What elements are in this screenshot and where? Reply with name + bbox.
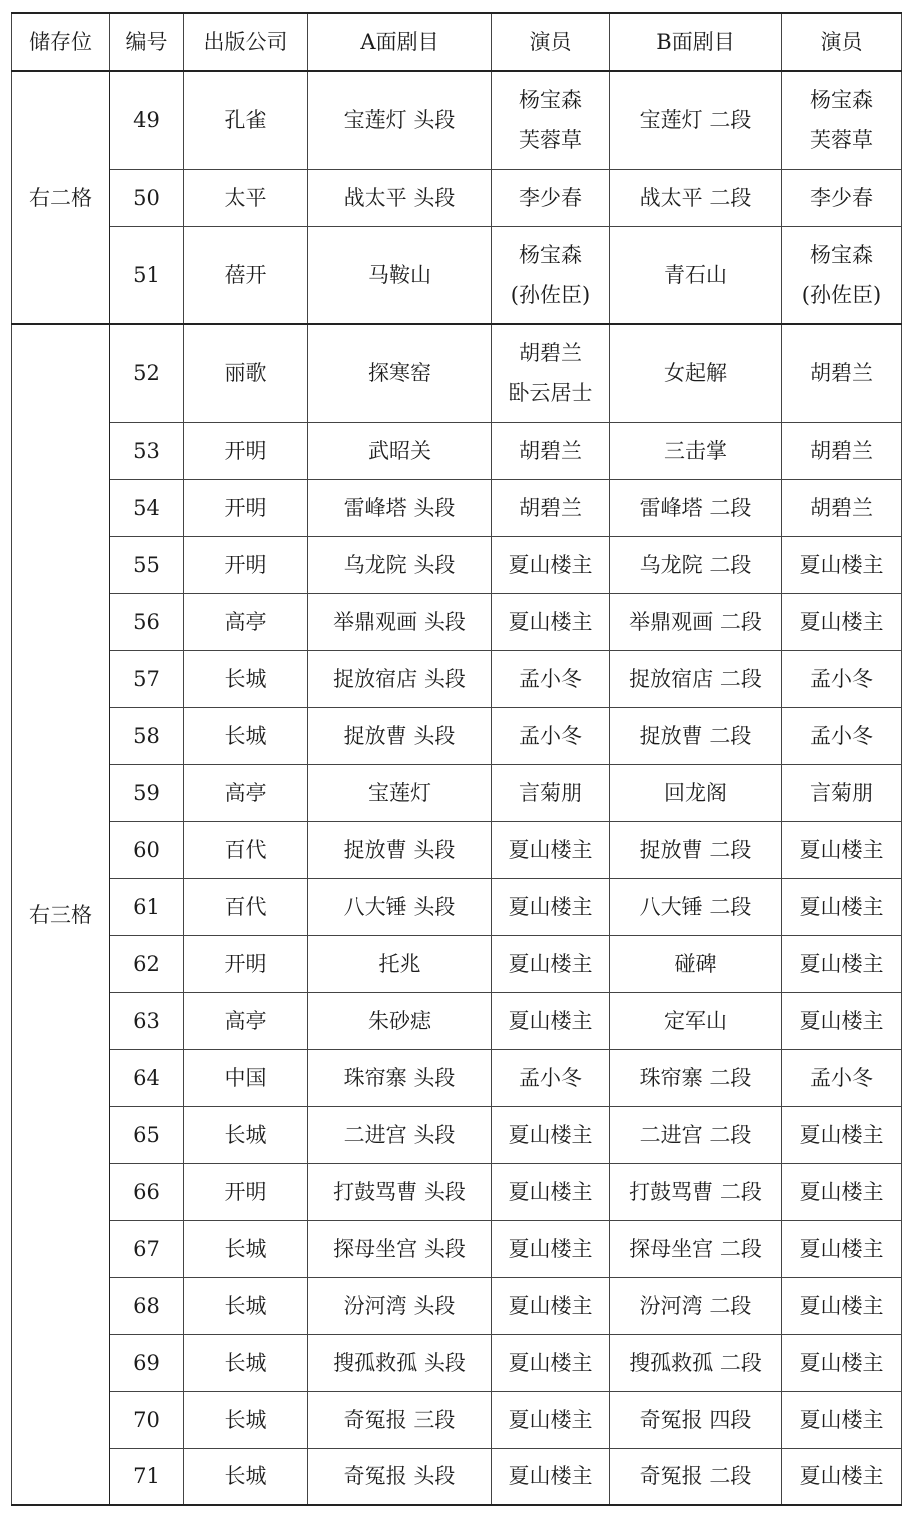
a-side-performers-cell <box>492 536 610 593</box>
header-row <box>12 13 902 71</box>
performer-name: 杨宝森 <box>519 242 582 267</box>
b-side-title-cell: 宝莲灯 二段 <box>610 71 782 169</box>
publisher-cell: 开明 <box>184 536 308 593</box>
b-side-performers-cell <box>782 1049 902 1106</box>
b-side-title-cell: 打鼓骂曹 二段 <box>610 1163 782 1220</box>
performer-name: (孙佐臣) <box>801 282 882 307</box>
performer-name: 杨宝森 <box>519 88 582 113</box>
record-number-cell: 65 <box>110 1106 184 1163</box>
b-side-performers-cell <box>782 1163 902 1220</box>
publisher-cell: 长城 <box>184 1277 308 1334</box>
b-side-performers-cell <box>782 324 902 422</box>
record-number-cell: 50 <box>110 169 184 226</box>
a-side-performers-cell <box>492 1049 610 1106</box>
performer-name: 孟小冬 <box>519 666 582 691</box>
b-side-title-cell: 奇冤报 二段 <box>610 1448 782 1505</box>
b-side-performers-cell <box>782 593 902 650</box>
record-number-cell: 56 <box>110 593 184 650</box>
record-number-cell: 68 <box>110 1277 184 1334</box>
performer-name: 杨宝森 <box>810 242 873 267</box>
table-row <box>12 650 902 707</box>
b-side-title-cell: 碰碑 <box>610 935 782 992</box>
record-number-cell: 63 <box>110 992 184 1049</box>
table-row <box>12 1163 902 1220</box>
a-side-title-cell: 捉放宿店 头段 <box>308 650 492 707</box>
b-side-title-cell: 女起解 <box>610 324 782 422</box>
performer-name: 夏山楼主 <box>799 1008 884 1033</box>
publisher-cell: 开明 <box>184 935 308 992</box>
b-side-title-cell: 捉放宿店 二段 <box>610 650 782 707</box>
performer-name: 夏山楼主 <box>508 609 593 634</box>
performer-name: 孟小冬 <box>810 1065 873 1090</box>
performer-name: 夏山楼主 <box>508 1293 593 1318</box>
publisher-cell: 高亭 <box>184 764 308 821</box>
b-side-title-cell: 捉放曹 二段 <box>610 821 782 878</box>
performer-name: 胡碧兰 <box>519 438 582 463</box>
record-number-cell: 59 <box>110 764 184 821</box>
performer-name: 夏山楼主 <box>799 552 884 577</box>
performer-name: 卧云居士 <box>508 381 593 406</box>
record-number-cell: 58 <box>110 707 184 764</box>
record-number-cell: 62 <box>110 935 184 992</box>
a-side-performers-cell <box>492 992 610 1049</box>
performer-name: 夏山楼主 <box>508 1464 593 1489</box>
b-side-performers-cell <box>782 1448 902 1505</box>
table-body <box>12 71 902 1505</box>
table-row <box>12 1049 902 1106</box>
table-row <box>12 71 902 169</box>
a-side-title-cell: 朱砂痣 <box>308 992 492 1049</box>
performer-name: 夏山楼主 <box>799 1350 884 1375</box>
performer-name: 芙蓉草 <box>810 128 873 153</box>
a-side-performers-cell <box>492 1277 610 1334</box>
b-side-performers-cell <box>782 1220 902 1277</box>
performer-name: 夏山楼主 <box>799 1293 884 1318</box>
a-side-performers-cell <box>492 71 610 169</box>
a-side-title-cell: 捉放曹 头段 <box>308 821 492 878</box>
performer-name: 夏山楼主 <box>508 552 593 577</box>
b-side-performers-cell <box>782 536 902 593</box>
record-number-cell: 53 <box>110 422 184 479</box>
b-side-title-cell: 珠帘寨 二段 <box>610 1049 782 1106</box>
b-side-title-cell: 八大锤 二段 <box>610 878 782 935</box>
record-number-cell: 71 <box>110 1448 184 1505</box>
table-row <box>12 1277 902 1334</box>
performer-name: 孟小冬 <box>810 666 873 691</box>
table-row <box>12 479 902 536</box>
b-side-title-cell: 战太平 二段 <box>610 169 782 226</box>
publisher-cell: 百代 <box>184 878 308 935</box>
a-side-performers-cell <box>492 650 610 707</box>
b-side-performers-cell <box>782 821 902 878</box>
b-side-title-cell: 青石山 <box>610 226 782 324</box>
publisher-cell: 长城 <box>184 1391 308 1448</box>
performer-name: 胡碧兰 <box>519 495 582 520</box>
a-side-title-cell: 战太平 头段 <box>308 169 492 226</box>
b-side-performers-cell <box>782 878 902 935</box>
performer-name: 夏山楼主 <box>799 837 884 862</box>
performer-name: 夏山楼主 <box>508 1236 593 1261</box>
record-catalog-table <box>11 12 902 1506</box>
table-row <box>12 324 902 422</box>
header-a-side: A面剧目 <box>308 13 492 71</box>
table-row <box>12 1106 902 1163</box>
b-side-title-cell: 乌龙院 二段 <box>610 536 782 593</box>
performer-name: 芙蓉草 <box>519 128 582 153</box>
b-side-title-cell: 定军山 <box>610 992 782 1049</box>
performer-name: 夏山楼主 <box>508 1122 593 1147</box>
performer-name: 夏山楼主 <box>799 609 884 634</box>
a-side-title-cell: 奇冤报 头段 <box>308 1448 492 1505</box>
a-side-title-cell: 打鼓骂曹 头段 <box>308 1163 492 1220</box>
performer-name: 夏山楼主 <box>508 894 593 919</box>
a-side-performers-cell <box>492 821 610 878</box>
record-number-cell: 66 <box>110 1163 184 1220</box>
table-row <box>12 593 902 650</box>
performer-name: 夏山楼主 <box>799 1236 884 1261</box>
b-side-performers-cell <box>782 935 902 992</box>
publisher-cell: 孔雀 <box>184 71 308 169</box>
table-row <box>12 707 902 764</box>
b-side-title-cell: 探母坐宫 二段 <box>610 1220 782 1277</box>
table-row <box>12 1448 902 1505</box>
performer-name: 胡碧兰 <box>810 495 873 520</box>
a-side-title-cell: 宝莲灯 <box>308 764 492 821</box>
table-row <box>12 878 902 935</box>
a-side-performers-cell <box>492 764 610 821</box>
a-side-title-cell: 宝莲灯 头段 <box>308 71 492 169</box>
record-number-cell: 57 <box>110 650 184 707</box>
publisher-cell: 百代 <box>184 821 308 878</box>
storage-location-cell: 右二格 <box>12 71 110 324</box>
a-side-title-cell: 马鞍山 <box>308 226 492 324</box>
table-row <box>12 536 902 593</box>
a-side-title-cell: 探寒窑 <box>308 324 492 422</box>
publisher-cell: 高亭 <box>184 593 308 650</box>
record-number-cell: 60 <box>110 821 184 878</box>
a-side-title-cell: 搜孤救孤 头段 <box>308 1334 492 1391</box>
b-side-title-cell: 三击掌 <box>610 422 782 479</box>
a-side-performers-cell <box>492 1163 610 1220</box>
record-number-cell: 55 <box>110 536 184 593</box>
b-side-performers-cell <box>782 707 902 764</box>
publisher-cell: 太平 <box>184 169 308 226</box>
b-side-performers-cell <box>782 1334 902 1391</box>
a-side-title-cell: 探母坐宫 头段 <box>308 1220 492 1277</box>
performer-name: 夏山楼主 <box>508 837 593 862</box>
performer-name: 夏山楼主 <box>799 1122 884 1147</box>
record-number-cell: 51 <box>110 226 184 324</box>
performer-name: 夏山楼主 <box>799 1179 884 1204</box>
b-side-performers-cell <box>782 650 902 707</box>
table-row <box>12 1334 902 1391</box>
a-side-performers-cell <box>492 1391 610 1448</box>
publisher-cell: 长城 <box>184 1220 308 1277</box>
b-side-performers-cell <box>782 992 902 1049</box>
storage-location-cell: 右三格 <box>12 324 110 1505</box>
b-side-performers-cell <box>782 226 902 324</box>
record-number-cell: 49 <box>110 71 184 169</box>
table-row <box>12 422 902 479</box>
a-side-title-cell: 雷峰塔 头段 <box>308 479 492 536</box>
publisher-cell: 长城 <box>184 707 308 764</box>
a-side-performers-cell <box>492 226 610 324</box>
a-side-performers-cell <box>492 1106 610 1163</box>
performer-name: 夏山楼主 <box>508 1179 593 1204</box>
performer-name: 夏山楼主 <box>508 1350 593 1375</box>
a-side-title-cell: 八大锤 头段 <box>308 878 492 935</box>
record-number-cell: 52 <box>110 324 184 422</box>
performer-name: 夏山楼主 <box>799 951 884 976</box>
performer-name: 杨宝森 <box>810 88 873 113</box>
table-row <box>12 169 902 226</box>
a-side-title-cell: 武昭关 <box>308 422 492 479</box>
table-row <box>12 992 902 1049</box>
header-b-actors: 演员 <box>782 13 902 71</box>
performer-name: 李少春 <box>810 185 873 210</box>
record-number-cell: 64 <box>110 1049 184 1106</box>
b-side-performers-cell <box>782 764 902 821</box>
b-side-title-cell: 回龙阁 <box>610 764 782 821</box>
a-side-title-cell: 汾河湾 头段 <box>308 1277 492 1334</box>
record-number-cell: 70 <box>110 1391 184 1448</box>
a-side-performers-cell <box>492 1334 610 1391</box>
b-side-performers-cell <box>782 1277 902 1334</box>
a-side-performers-cell <box>492 707 610 764</box>
record-number-cell: 61 <box>110 878 184 935</box>
b-side-performers-cell <box>782 1391 902 1448</box>
b-side-title-cell: 举鼎观画 二段 <box>610 593 782 650</box>
publisher-cell: 丽歌 <box>184 324 308 422</box>
b-side-title-cell: 二进宫 二段 <box>610 1106 782 1163</box>
b-side-title-cell: 搜孤救孤 二段 <box>610 1334 782 1391</box>
performer-name: 李少春 <box>519 185 582 210</box>
record-number-cell: 69 <box>110 1334 184 1391</box>
b-side-title-cell: 捉放曹 二段 <box>610 707 782 764</box>
publisher-cell: 中国 <box>184 1049 308 1106</box>
a-side-performers-cell <box>492 593 610 650</box>
a-side-title-cell: 二进宫 头段 <box>308 1106 492 1163</box>
a-side-title-cell: 珠帘寨 头段 <box>308 1049 492 1106</box>
record-number-cell: 54 <box>110 479 184 536</box>
performer-name: 夏山楼主 <box>508 1407 593 1432</box>
b-side-performers-cell <box>782 479 902 536</box>
a-side-performers-cell <box>492 1448 610 1505</box>
header-b-side: B面剧目 <box>610 13 782 71</box>
b-side-performers-cell <box>782 169 902 226</box>
performer-name: 言菊朋 <box>810 780 873 805</box>
performer-name: 孟小冬 <box>810 723 873 748</box>
a-side-performers-cell <box>492 169 610 226</box>
header-publisher: 出版公司 <box>184 13 308 71</box>
performer-name: 孟小冬 <box>519 1065 582 1090</box>
publisher-cell: 开明 <box>184 1163 308 1220</box>
performer-name: 胡碧兰 <box>810 361 873 386</box>
header-number: 编号 <box>110 13 184 71</box>
header-storage: 储存位 <box>12 13 110 71</box>
performer-name: 夏山楼主 <box>508 951 593 976</box>
publisher-cell: 开明 <box>184 479 308 536</box>
performer-name: 胡碧兰 <box>519 341 582 366</box>
performer-name: 夏山楼主 <box>508 1008 593 1033</box>
a-side-performers-cell <box>492 324 610 422</box>
a-side-title-cell: 托兆 <box>308 935 492 992</box>
publisher-cell: 长城 <box>184 1448 308 1505</box>
b-side-title-cell: 奇冤报 四段 <box>610 1391 782 1448</box>
b-side-title-cell: 汾河湾 二段 <box>610 1277 782 1334</box>
publisher-cell: 高亭 <box>184 992 308 1049</box>
b-side-performers-cell <box>782 422 902 479</box>
a-side-title-cell: 捉放曹 头段 <box>308 707 492 764</box>
publisher-cell: 长城 <box>184 1106 308 1163</box>
a-side-performers-cell <box>492 878 610 935</box>
publisher-cell: 蓓开 <box>184 226 308 324</box>
a-side-performers-cell <box>492 422 610 479</box>
table-row <box>12 1220 902 1277</box>
performer-name: 夏山楼主 <box>799 1407 884 1432</box>
performer-name: 夏山楼主 <box>799 894 884 919</box>
a-side-title-cell: 乌龙院 头段 <box>308 536 492 593</box>
a-side-performers-cell <box>492 479 610 536</box>
b-side-title-cell: 雷峰塔 二段 <box>610 479 782 536</box>
performer-name: 胡碧兰 <box>810 438 873 463</box>
table-row <box>12 1391 902 1448</box>
publisher-cell: 长城 <box>184 650 308 707</box>
table-row <box>12 226 902 324</box>
performer-name: 言菊朋 <box>519 780 582 805</box>
performer-name: (孙佐臣) <box>510 282 591 307</box>
publisher-cell: 长城 <box>184 1334 308 1391</box>
publisher-cell: 开明 <box>184 422 308 479</box>
table-row <box>12 821 902 878</box>
performer-name: 夏山楼主 <box>799 1464 884 1489</box>
header-a-actors: 演员 <box>492 13 610 71</box>
record-number-cell: 67 <box>110 1220 184 1277</box>
a-side-performers-cell <box>492 935 610 992</box>
table-row <box>12 935 902 992</box>
a-side-title-cell: 奇冤报 三段 <box>308 1391 492 1448</box>
table-row <box>12 764 902 821</box>
b-side-performers-cell <box>782 71 902 169</box>
performer-name: 孟小冬 <box>519 723 582 748</box>
a-side-title-cell: 举鼎观画 头段 <box>308 593 492 650</box>
b-side-performers-cell <box>782 1106 902 1163</box>
a-side-performers-cell <box>492 1220 610 1277</box>
